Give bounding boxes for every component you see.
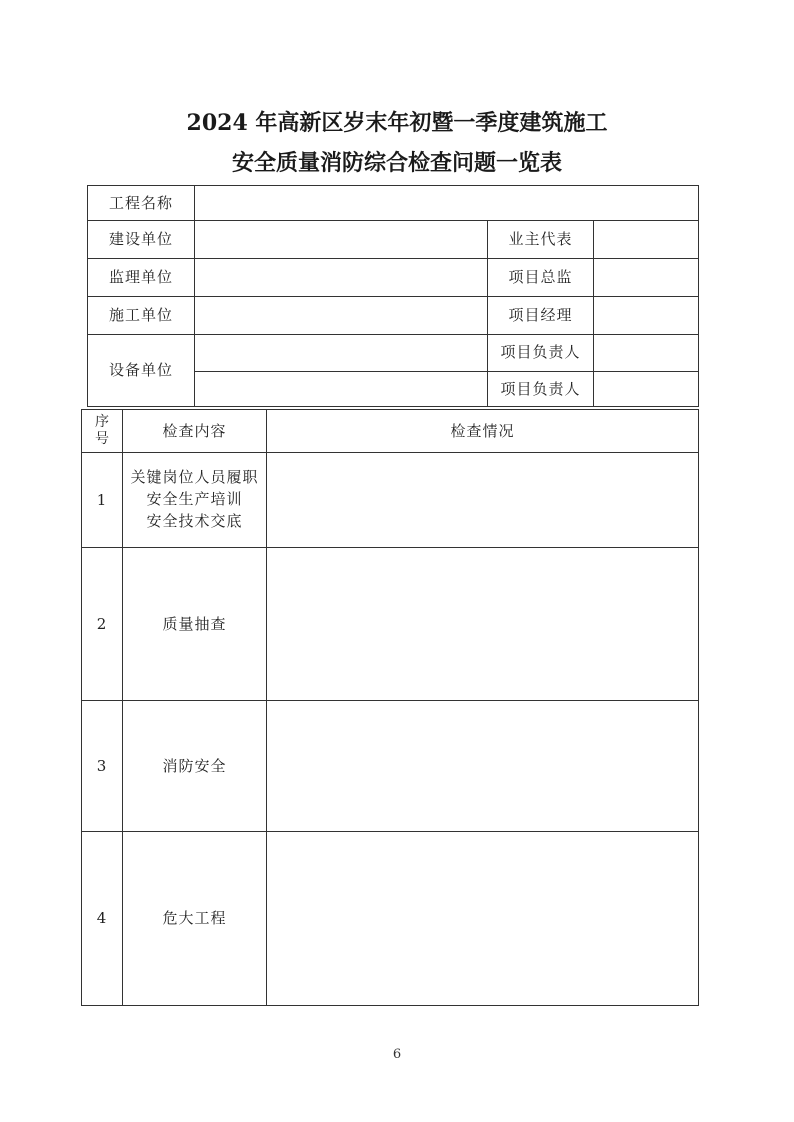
inspection-table bbox=[81, 409, 699, 1006]
row-2-status-field[interactable] bbox=[267, 548, 698, 700]
project-name-label: 工程名称 bbox=[108, 193, 173, 212]
header-no bbox=[82, 410, 122, 452]
equipment-unit-field-1[interactable] bbox=[195, 334, 487, 371]
document-title-line-2: 安全质量消防综合检查问题一览表 bbox=[231, 150, 562, 176]
supervision-unit-label: 监理单位 bbox=[108, 267, 173, 286]
contractor-unit-field[interactable] bbox=[195, 296, 487, 334]
row-4-no: 4 bbox=[96, 909, 108, 927]
row-2-no: 2 bbox=[96, 614, 108, 633]
row-3-content: 消防安全 bbox=[162, 756, 227, 775]
row-3-no: 3 bbox=[96, 756, 108, 775]
project-manager-field[interactable] bbox=[594, 296, 698, 334]
header-no-label: 序号 bbox=[95, 414, 109, 447]
equipment-unit-label: 设备单位 bbox=[108, 360, 173, 379]
document-title-line-1: 2024 年高新区岁末年初暨一季度建筑施工 bbox=[186, 110, 608, 136]
equipment-unit-field-2[interactable] bbox=[195, 372, 487, 406]
row-1-status-field[interactable] bbox=[267, 453, 698, 547]
project-info-table bbox=[87, 185, 699, 407]
page-number: 6 bbox=[392, 1047, 402, 1062]
project-leader-field-1[interactable] bbox=[594, 334, 698, 371]
project-leader-field-2[interactable] bbox=[594, 372, 698, 406]
row-4-status-field[interactable] bbox=[267, 832, 698, 1005]
chief-supervisor-label: 项目总监 bbox=[508, 267, 573, 286]
project-manager-label: 项目经理 bbox=[508, 305, 573, 324]
header-content: 检查内容 bbox=[162, 421, 227, 440]
owner-rep-label: 业主代表 bbox=[508, 229, 573, 248]
contractor-unit-label: 施工单位 bbox=[108, 305, 173, 324]
project-leader-label-2: 项目负责人 bbox=[500, 379, 581, 398]
row-1-content: 关键岗位人员履职 安全生产培训 安全技术交底 bbox=[130, 468, 259, 530]
construction-unit-field[interactable] bbox=[195, 220, 487, 258]
chief-supervisor-field[interactable] bbox=[594, 258, 698, 296]
project-leader-label-1: 项目负责人 bbox=[500, 343, 581, 361]
header-status: 检查情况 bbox=[450, 421, 515, 440]
construction-unit-label: 建设单位 bbox=[108, 229, 173, 248]
row-1-no: 1 bbox=[96, 490, 108, 509]
row-2-content: 质量抽查 bbox=[162, 614, 227, 633]
owner-rep-field[interactable] bbox=[594, 220, 698, 258]
row-3-status-field[interactable] bbox=[267, 701, 698, 831]
project-name-field[interactable] bbox=[195, 186, 698, 220]
row-4-content: 危大工程 bbox=[162, 909, 227, 927]
supervision-unit-field[interactable] bbox=[195, 258, 487, 296]
